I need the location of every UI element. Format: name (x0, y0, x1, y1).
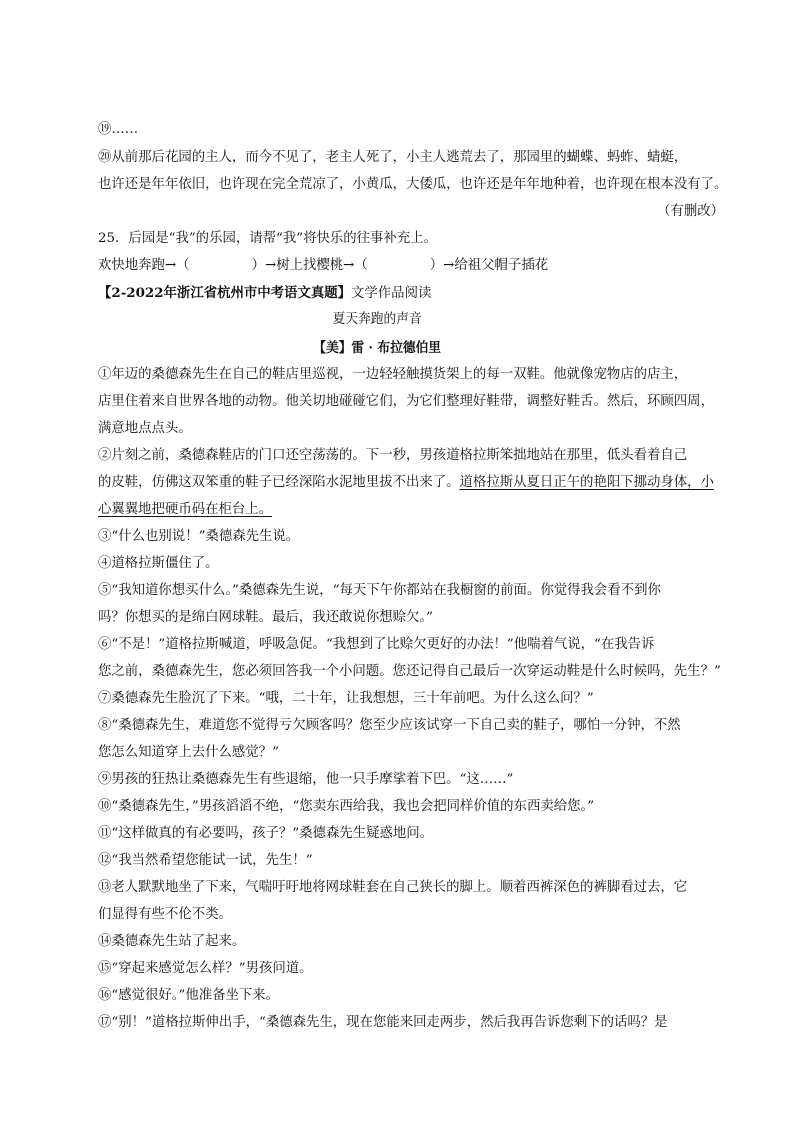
paragraph-16: ⑯“感觉很好。”他准备坐下来。 (98, 988, 280, 1003)
paragraph-1-line-2: 店里住着来自世界各地的动物。他关切地碰碰它们，为它们整理好鞋带，调整好鞋舌。然后，环顾四周， (98, 394, 714, 409)
paragraph-13-line-1: ⑬老人默默地坐了下来，气喘吁吁地将网球鞋套在自己狭长的脚上。顺着西裤深色的裤脚看过去，它 (98, 880, 688, 895)
sequence-part-3: ）→给祖父帽子插花 (429, 258, 549, 273)
section-label: 文学作品阅读 (351, 286, 432, 301)
paragraph-6-line-2: 您之前，桑德森先生，您必须回答我一个小问题。您还记得自己最后一次穿运动鞋是什么时候吗，先生？” (98, 664, 721, 679)
paragraph-20-line-1: ⑳从前那后花园的主人，而今不见了，老主人死了，小主人逃荒去了，那园里的蝴蝶、蚂蚱、蜻蜓， (98, 150, 688, 165)
paragraph-12: ⑫“我当然希望您能试一试，先生！” (98, 853, 313, 868)
section-source-tag: 【2-2022年浙江省杭州市中考语文真题】 (98, 285, 352, 301)
paragraph-3: ③“什么也别说！”桑德森先生说。 (98, 529, 300, 544)
paragraph-5-line-1: ⑤“我知道你想买什么。”桑德森先生说，“每天下午你都站在我橱窗的前面。你觉得我会看不到你 (98, 583, 661, 598)
question-25: 25．后园是“我”的乐园，请帮“我”将快乐的往事补充上。 (98, 231, 438, 246)
underlined-sentence-part-2: 心翼翼地把硬币码在柜台上。 (98, 502, 273, 517)
paragraph-17-line-1: ⑰“别！”道格拉斯伸出手，“桑德森先生，现在您能来回走两步，然后我再告诉您剩下的话吗？是 (98, 1015, 668, 1030)
paragraph-8-line-2: 您怎么知道穿上去什么感觉？” (98, 745, 279, 760)
underlined-sentence-part-1: 道格拉斯从夏日正午的艳阳下挪动身体，小 (459, 475, 714, 490)
sequence-part-1: 欢快地奔跑→（ (98, 258, 190, 273)
edit-note: （有删改） (657, 204, 724, 219)
article-title: 夏天奔跑的声音 (332, 312, 422, 327)
paragraph-2-plain-text: 的皮鞋，仿佛这双笨重的鞋子已经深陷水泥地里拔不出来了。 (98, 475, 460, 490)
sequence-part-2: ）→树上找樱桃→（ (251, 258, 368, 273)
paragraph-8-line-1: ⑧“桑德森先生，难道您不觉得亏欠顾客吗？您至少应该试穿一下自己卖的鞋子，哪怕一分钟，不然 (98, 718, 681, 733)
article-author: 【美】雷 · 布拉德伯里 (313, 340, 442, 356)
paragraph-2-line-2 (98, 475, 714, 491)
paragraph-2-line-1: ②片刻之前，桑德森鞋店的门口还空荡荡的。下一秒，男孩道格拉斯笨拙地站在那里，低头看着自己 (98, 448, 688, 463)
question-25-sequence (98, 258, 548, 274)
paragraph-20-line-2: 也许还是年年依旧，也许现在完全荒凉了，小黄瓜，大倭瓜，也许还是年年地种着，也许现在根本没有了。 (98, 177, 728, 192)
paragraph-5-line-2: 吗？你想买的是绵白网球鞋。最后，我还敢说你想赊欠。” (98, 610, 433, 625)
paragraph-15: ⑮“穿起来感觉怎么样？”男孩问道。 (98, 961, 313, 976)
paragraph-19: ⑲…… (98, 122, 139, 137)
paragraph-14: ⑭桑德森先生站了起来。 (98, 934, 246, 949)
paragraph-6-line-1: ⑥“不是！”道格拉斯喊道，呼吸急促。“我想到了比赊欠更好的办法！”他喘着气说，“在我告诉 (98, 637, 655, 652)
section-header (98, 285, 431, 302)
paragraph-1-line-1: ①年迈的桑德森先生在自己的鞋店里巡视，一边轻轻触摸货架上的每一双鞋。他就像宠物店的店主， (98, 367, 688, 382)
paragraph-13-line-2: 们显得有些不伦不类。 (98, 907, 232, 922)
paragraph-9: ⑨男孩的狂热让桑德森先生有些退缩，他一只手摩挲着下巴。“这……” (98, 772, 514, 787)
paragraph-4: ④道格拉斯僵住了。 (98, 556, 219, 571)
paragraph-7: ⑦桑德森先生脸沉了下来。“哦，二十年，让我想想，三十年前吧。为什么这么问？” (98, 691, 594, 706)
paragraph-1-line-3: 满意地点点头。 (98, 421, 192, 436)
paragraph-10: ⑩“桑德森先生，”男孩滔滔不绝，“您卖东西给我，我也会把同样价值的东西卖给您。” (98, 799, 595, 814)
paragraph-11: ⑪“这样做真的有必要吗，孩子？”桑德森先生疑惑地问。 (98, 826, 434, 841)
